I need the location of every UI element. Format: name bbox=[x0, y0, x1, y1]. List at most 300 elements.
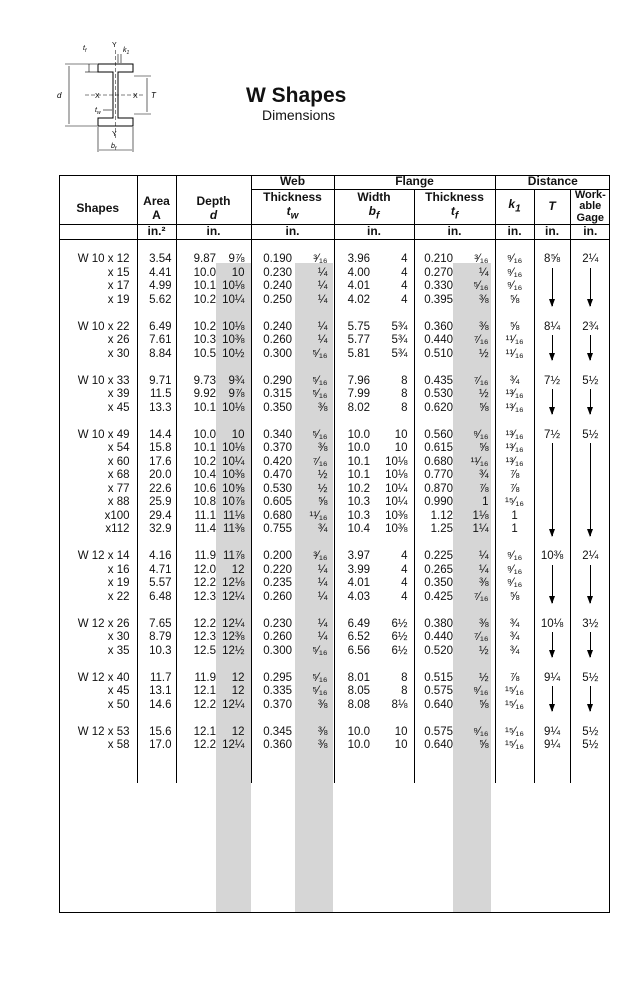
shape-designation: W 10 x 33 bbox=[77, 374, 130, 387]
flange-thickness-fraction: ⁷⁄₁₆ bbox=[473, 334, 489, 346]
k1-value: ¹⁵⁄₁₆ bbox=[495, 496, 534, 510]
down-arrow-icon bbox=[590, 268, 591, 307]
flange-thickness-decimal: 0.990 bbox=[414, 496, 457, 510]
diagram-y-bottom-label: Y bbox=[112, 131, 117, 138]
web-thickness-decimal: 0.335 bbox=[251, 685, 296, 699]
web-thickness-decimal: 0.235 bbox=[251, 577, 296, 591]
flange-width-fraction: 4 bbox=[401, 577, 408, 589]
web-thickness-decimal: 0.300 bbox=[251, 645, 296, 659]
web-thickness-fraction: ⅜ bbox=[317, 698, 328, 711]
web-thickness-fraction: ⅜ bbox=[317, 401, 328, 414]
flange-width-fraction: 4 bbox=[401, 550, 408, 562]
header-flange: Flange bbox=[334, 175, 495, 189]
web-thickness-decimal: 0.345 bbox=[251, 726, 296, 740]
shape-designation: x 19 bbox=[107, 577, 130, 589]
flange-thickness-fraction: ⅜ bbox=[478, 577, 489, 589]
workable-gage-value: 5½ bbox=[570, 739, 610, 753]
web-thickness-fraction: ¼ bbox=[317, 617, 328, 630]
flange-width-fraction: 8 bbox=[401, 388, 408, 400]
group-spacer bbox=[59, 658, 610, 672]
depth-fraction: 10 bbox=[231, 428, 245, 441]
web-thickness-decimal: 0.240 bbox=[251, 321, 296, 335]
table-body bbox=[59, 239, 610, 783]
web-thickness-decimal: 0.200 bbox=[251, 550, 296, 564]
flange-width-fraction: 10⅜ bbox=[385, 523, 408, 535]
diagram-k1-label: $k_1$ bbox=[123, 47, 130, 56]
flange-width-decimal: 10.0 bbox=[334, 739, 374, 753]
k1-value: ¹¹⁄₁₆ bbox=[495, 348, 534, 362]
flange-thickness-decimal: 0.520 bbox=[414, 645, 457, 659]
depth-fraction: 10⅝ bbox=[222, 482, 245, 495]
down-arrow-icon bbox=[552, 335, 553, 360]
depth-fraction: 9⅞ bbox=[228, 253, 245, 265]
shape-designation: x 35 bbox=[107, 644, 130, 657]
flange-thickness-decimal: 0.225 bbox=[414, 550, 457, 564]
table-row bbox=[59, 699, 610, 713]
k1-value: ¹³⁄₁₆ bbox=[495, 429, 534, 443]
page-subtitle: Dimensions bbox=[262, 107, 336, 123]
web-thickness-fraction: ¾ bbox=[317, 523, 328, 535]
T-value: 10⅜ bbox=[534, 550, 570, 564]
area-value: 5.57 bbox=[137, 577, 176, 591]
header-web-thickness: Thickness $t_w$ bbox=[251, 189, 334, 225]
diagram-y-top-label: Y bbox=[112, 42, 117, 49]
flange-width-fraction: 5¾ bbox=[391, 320, 408, 333]
T-value: 7½ bbox=[534, 375, 570, 389]
depth-decimal: 10.1 bbox=[176, 402, 216, 416]
shape-designation: x 54 bbox=[107, 442, 130, 454]
header-k1: $k_1$ bbox=[495, 189, 534, 225]
flange-width-decimal: 3.96 bbox=[334, 253, 374, 267]
web-thickness-fraction: ³⁄₁₆ bbox=[313, 253, 328, 265]
flange-thickness-decimal: 0.515 bbox=[414, 672, 457, 686]
area-value: 22.6 bbox=[137, 483, 176, 497]
down-arrow-icon bbox=[552, 632, 553, 657]
page-title: W Shapes bbox=[246, 84, 347, 107]
flange-width-decimal: 4.03 bbox=[334, 591, 374, 605]
flange-width-decimal: 5.75 bbox=[334, 321, 374, 335]
flange-thickness-decimal: 0.330 bbox=[414, 280, 457, 294]
flange-thickness-decimal: 0.575 bbox=[414, 726, 457, 740]
table-row bbox=[59, 577, 610, 591]
depth-fraction: 10⅞ bbox=[222, 496, 245, 508]
depth-decimal: 10.2 bbox=[176, 321, 216, 335]
flange-width-fraction: 8 bbox=[401, 671, 408, 684]
flange-thickness-fraction: 1⅛ bbox=[472, 509, 489, 522]
flange-thickness-fraction: ½ bbox=[478, 644, 489, 657]
depth-decimal: 10.0 bbox=[176, 267, 216, 281]
web-thickness-decimal: 0.250 bbox=[251, 294, 296, 308]
down-arrow-icon bbox=[590, 632, 591, 657]
flange-width-decimal: 10.0 bbox=[334, 442, 374, 456]
depth-decimal: 12.2 bbox=[176, 618, 216, 632]
flange-width-fraction: 4 bbox=[401, 253, 408, 265]
table-row bbox=[59, 402, 610, 416]
flange-thickness-decimal: 0.425 bbox=[414, 591, 457, 605]
shape-designation: x100 bbox=[104, 509, 130, 522]
depth-decimal: 12.5 bbox=[176, 645, 216, 659]
shape-designation: x 17 bbox=[107, 280, 130, 292]
flange-width-decimal: 5.81 bbox=[334, 348, 374, 362]
web-thickness-fraction: ¼ bbox=[317, 631, 328, 643]
flange-width-fraction: 8 bbox=[401, 374, 408, 387]
table-row bbox=[59, 726, 610, 740]
depth-decimal: 10.2 bbox=[176, 294, 216, 308]
flange-thickness-fraction: 1 bbox=[482, 496, 489, 508]
flange-width-fraction: 4 bbox=[401, 563, 408, 576]
area-value: 3.54 bbox=[137, 253, 176, 267]
web-thickness-decimal: 0.370 bbox=[251, 442, 296, 456]
flange-width-decimal: 10.1 bbox=[334, 456, 374, 470]
flange-thickness-fraction: ½ bbox=[478, 347, 489, 360]
flange-thickness-decimal: 0.770 bbox=[414, 469, 457, 483]
shape-designation: W 10 x 49 bbox=[77, 428, 130, 441]
depth-decimal: 11.4 bbox=[176, 523, 216, 537]
k1-value: ¾ bbox=[495, 618, 534, 632]
flange-thickness-decimal: 0.870 bbox=[414, 483, 457, 497]
flange-thickness-decimal: 0.530 bbox=[414, 388, 457, 402]
header-web: Web bbox=[251, 175, 334, 189]
workable-gage-value: 3½ bbox=[570, 618, 610, 632]
flange-width-decimal: 8.08 bbox=[334, 699, 374, 713]
units-k1: in. bbox=[495, 225, 534, 240]
units-shapes bbox=[59, 225, 137, 240]
flange-thickness-decimal: 0.395 bbox=[414, 294, 457, 308]
area-value: 11.7 bbox=[137, 672, 176, 686]
depth-fraction: 10⅛ bbox=[222, 320, 245, 333]
web-thickness-decimal: 0.755 bbox=[251, 523, 296, 537]
k1-value: ¹⁵⁄₁₆ bbox=[495, 699, 534, 713]
flange-width-fraction: 10 bbox=[394, 739, 408, 751]
flange-width-fraction: 10 bbox=[394, 442, 408, 454]
w-shape-cross-section-diagram bbox=[55, 38, 165, 156]
depth-fraction: 9¾ bbox=[228, 374, 245, 387]
shape-designation: x 30 bbox=[107, 631, 130, 643]
flange-width-decimal: 3.99 bbox=[334, 564, 374, 578]
web-thickness-decimal: 0.680 bbox=[251, 510, 296, 524]
flange-thickness-decimal: 0.360 bbox=[414, 321, 457, 335]
depth-decimal: 10.4 bbox=[176, 469, 216, 483]
flange-thickness-decimal: 0.615 bbox=[414, 442, 457, 456]
table-row bbox=[59, 510, 610, 524]
k1-value: ⅝ bbox=[495, 294, 534, 308]
T-value: 9¼ bbox=[534, 672, 570, 686]
depth-decimal: 12.3 bbox=[176, 591, 216, 605]
flange-thickness-decimal: 0.680 bbox=[414, 456, 457, 470]
depth-decimal: 11.9 bbox=[176, 672, 216, 686]
depth-fraction: 12½ bbox=[222, 644, 245, 657]
flange-width-decimal: 6.49 bbox=[334, 618, 374, 632]
web-thickness-fraction: ¼ bbox=[317, 280, 328, 292]
table-row bbox=[59, 429, 610, 443]
web-thickness-fraction: ⁵⁄₁₆ bbox=[312, 685, 328, 697]
flange-thickness-fraction: ⅞ bbox=[478, 482, 489, 495]
flange-thickness-decimal: 0.440 bbox=[414, 631, 457, 645]
k1-value: ⅞ bbox=[495, 483, 534, 497]
k1-value: ¹³⁄₁₆ bbox=[495, 456, 534, 470]
web-thickness-decimal: 0.360 bbox=[251, 739, 296, 753]
table-row bbox=[59, 267, 610, 281]
shape-designation: W 12 x 14 bbox=[77, 550, 130, 562]
T-value: 8¼ bbox=[534, 321, 570, 335]
k1-value: ⁹⁄₁₆ bbox=[495, 550, 534, 564]
web-thickness-fraction: ⅜ bbox=[317, 442, 328, 454]
units-gage: in. bbox=[570, 225, 610, 240]
k1-value: 1 bbox=[495, 523, 534, 537]
flange-width-decimal: 7.99 bbox=[334, 388, 374, 402]
table-row bbox=[59, 483, 610, 497]
units-depth: in. bbox=[176, 225, 251, 240]
area-value: 11.5 bbox=[137, 388, 176, 402]
area-value: 13.1 bbox=[137, 685, 176, 699]
depth-fraction: 10⅛ bbox=[222, 442, 245, 454]
depth-decimal: 10.8 bbox=[176, 496, 216, 510]
flange-width-fraction: 10¼ bbox=[385, 496, 408, 508]
area-value: 6.48 bbox=[137, 591, 176, 605]
flange-width-decimal: 10.1 bbox=[334, 469, 374, 483]
workable-gage-value: 5½ bbox=[570, 375, 610, 389]
diagram-T-label: T bbox=[151, 91, 156, 100]
depth-fraction: 11⅞ bbox=[222, 550, 245, 562]
depth-fraction: 10¼ bbox=[222, 293, 245, 306]
web-thickness-fraction: ¼ bbox=[317, 563, 328, 576]
header-T: T bbox=[534, 189, 570, 225]
flange-thickness-decimal: 1.12 bbox=[414, 510, 457, 524]
shape-designation: x 60 bbox=[107, 455, 130, 468]
web-thickness-decimal: 0.260 bbox=[251, 631, 296, 645]
depth-decimal: 9.87 bbox=[176, 253, 216, 267]
table-row bbox=[59, 294, 610, 308]
web-thickness-decimal: 0.260 bbox=[251, 591, 296, 605]
flange-thickness-decimal: 0.350 bbox=[414, 577, 457, 591]
depth-decimal: 10.0 bbox=[176, 429, 216, 443]
shape-designation: x 45 bbox=[107, 401, 130, 414]
flange-thickness-decimal: 0.270 bbox=[414, 267, 457, 281]
area-value: 14.4 bbox=[137, 429, 176, 443]
depth-fraction: 12 bbox=[231, 563, 245, 576]
area-value: 20.0 bbox=[137, 469, 176, 483]
web-thickness-decimal: 0.420 bbox=[251, 456, 296, 470]
depth-fraction: 12 bbox=[231, 725, 245, 738]
workable-gage-value: 5½ bbox=[570, 672, 610, 686]
web-thickness-fraction: ³⁄₁₆ bbox=[313, 550, 328, 562]
flange-width-fraction: 8 bbox=[401, 401, 408, 414]
down-arrow-icon bbox=[590, 335, 591, 360]
k1-value: ⁹⁄₁₆ bbox=[495, 280, 534, 294]
depth-fraction: 12¼ bbox=[222, 590, 245, 603]
web-thickness-fraction: ⅜ bbox=[317, 739, 328, 751]
flange-width-fraction: 10⅛ bbox=[385, 469, 408, 481]
depth-decimal: 10.3 bbox=[176, 334, 216, 348]
group-spacer bbox=[59, 712, 610, 726]
depth-decimal: 10.1 bbox=[176, 280, 216, 294]
k1-value: ¹⁵⁄₁₆ bbox=[495, 685, 534, 699]
workable-gage-value: 2¼ bbox=[570, 550, 610, 564]
header-flange-thickness: Thickness $t_f$ bbox=[414, 189, 495, 225]
depth-fraction: 12¼ bbox=[222, 698, 245, 711]
flange-thickness-decimal: 0.560 bbox=[414, 429, 457, 443]
header-flange-width: Width $b_f$ bbox=[334, 189, 414, 225]
down-arrow-icon bbox=[590, 443, 591, 536]
down-arrow-icon bbox=[590, 686, 591, 711]
shape-designation: W 12 x 53 bbox=[77, 725, 130, 738]
flange-width-fraction: 6½ bbox=[391, 644, 408, 657]
shape-designation: x 39 bbox=[107, 388, 130, 400]
web-thickness-fraction: ¼ bbox=[317, 590, 328, 603]
web-thickness-decimal: 0.260 bbox=[251, 334, 296, 348]
table-row bbox=[59, 253, 610, 267]
k1-value: ¹³⁄₁₆ bbox=[495, 388, 534, 402]
table-row bbox=[59, 321, 610, 335]
flange-thickness-fraction: ⁵⁄₁₆ bbox=[473, 280, 489, 292]
web-thickness-decimal: 0.230 bbox=[251, 618, 296, 632]
area-value: 13.3 bbox=[137, 402, 176, 416]
diagram-tw-label: $t_w$ bbox=[95, 107, 101, 116]
workable-gage-value: 5½ bbox=[570, 429, 610, 443]
flange-width-fraction: 10 bbox=[394, 725, 408, 738]
flange-width-fraction: 10¼ bbox=[385, 482, 408, 495]
flange-thickness-fraction: ⁹⁄₁₆ bbox=[473, 428, 489, 441]
flange-width-fraction: 4 bbox=[401, 590, 408, 603]
down-arrow-icon bbox=[552, 389, 553, 414]
flange-thickness-decimal: 0.640 bbox=[414, 699, 457, 713]
depth-decimal: 11.9 bbox=[176, 550, 216, 564]
depth-fraction: 9⅞ bbox=[228, 388, 245, 400]
flange-width-decimal: 8.05 bbox=[334, 685, 374, 699]
header-shapes: Shapes bbox=[59, 175, 137, 225]
flange-thickness-fraction: ⅝ bbox=[478, 698, 489, 711]
depth-decimal: 12.2 bbox=[176, 577, 216, 591]
diagram-tf-label: $t_f$ bbox=[83, 45, 87, 54]
flange-thickness-fraction: ¹¹⁄₁₆ bbox=[470, 455, 489, 468]
area-value: 7.61 bbox=[137, 334, 176, 348]
area-value: 6.49 bbox=[137, 321, 176, 335]
depth-fraction: 12 bbox=[231, 671, 245, 684]
web-thickness-decimal: 0.300 bbox=[251, 348, 296, 362]
shape-designation: W 10 x 22 bbox=[77, 320, 130, 333]
flange-thickness-fraction: ⅝ bbox=[478, 442, 489, 454]
shape-designation: x 19 bbox=[107, 293, 130, 306]
k1-value: ¹³⁄₁₆ bbox=[495, 442, 534, 456]
flange-thickness-decimal: 0.575 bbox=[414, 685, 457, 699]
web-thickness-fraction: ¼ bbox=[317, 320, 328, 333]
k1-value: ¹⁵⁄₁₆ bbox=[495, 739, 534, 753]
table-row bbox=[59, 672, 610, 686]
depth-decimal: 9.92 bbox=[176, 388, 216, 402]
table-row bbox=[59, 550, 610, 564]
shape-designation: x 88 bbox=[107, 496, 130, 508]
web-thickness-fraction: ⁵⁄₁₆ bbox=[312, 347, 328, 360]
depth-fraction: 10⅜ bbox=[222, 334, 245, 346]
units-flange-width: in. bbox=[334, 225, 414, 240]
flange-width-decimal: 10.2 bbox=[334, 483, 374, 497]
shape-designation: x 26 bbox=[107, 334, 130, 346]
flange-width-fraction: 4 bbox=[401, 280, 408, 292]
flange-width-fraction: 8⅛ bbox=[391, 698, 408, 711]
area-value: 29.4 bbox=[137, 510, 176, 524]
flange-width-fraction: 6½ bbox=[391, 631, 408, 643]
k1-value: ⁹⁄₁₆ bbox=[495, 564, 534, 578]
group-spacer bbox=[59, 537, 610, 551]
area-value: 25.9 bbox=[137, 496, 176, 510]
shape-designation: x 15 bbox=[107, 266, 130, 279]
flange-width-fraction: 10 bbox=[394, 428, 408, 441]
flange-width-fraction: 5¾ bbox=[391, 334, 408, 346]
flange-thickness-fraction: ½ bbox=[478, 388, 489, 400]
group-spacer bbox=[59, 361, 610, 375]
flange-thickness-fraction: ¼ bbox=[478, 563, 489, 576]
flange-thickness-fraction: ⅜ bbox=[478, 293, 489, 306]
area-value: 9.71 bbox=[137, 375, 176, 389]
units-T: in. bbox=[534, 225, 570, 240]
T-value: 9¼ bbox=[534, 726, 570, 740]
web-thickness-decimal: 0.470 bbox=[251, 469, 296, 483]
depth-fraction: 10 bbox=[231, 266, 245, 279]
flange-width-decimal: 10.0 bbox=[334, 726, 374, 740]
shape-designation: W 10 x 12 bbox=[77, 253, 130, 265]
table-row bbox=[59, 645, 610, 659]
flange-width-decimal: 6.56 bbox=[334, 645, 374, 659]
web-thickness-decimal: 0.220 bbox=[251, 564, 296, 578]
depth-fraction: 12¼ bbox=[222, 617, 245, 630]
flange-thickness-fraction: ⁷⁄₁₆ bbox=[473, 590, 489, 603]
depth-fraction: 10¼ bbox=[222, 455, 245, 468]
flange-width-fraction: 4 bbox=[401, 293, 408, 306]
flange-thickness-fraction: ⅜ bbox=[478, 320, 489, 333]
shape-designation: x 58 bbox=[107, 739, 130, 751]
area-value: 15.6 bbox=[137, 726, 176, 740]
flange-thickness-fraction: ⅜ bbox=[478, 617, 489, 630]
flange-thickness-decimal: 0.380 bbox=[414, 618, 457, 632]
depth-decimal: 10.6 bbox=[176, 483, 216, 497]
down-arrow-icon bbox=[590, 389, 591, 414]
flange-thickness-decimal: 0.510 bbox=[414, 348, 457, 362]
flange-thickness-decimal: 0.210 bbox=[414, 253, 457, 267]
down-arrow-icon bbox=[552, 443, 553, 536]
web-thickness-decimal: 0.290 bbox=[251, 375, 296, 389]
depth-fraction: 10⅜ bbox=[222, 469, 245, 481]
web-thickness-fraction: ½ bbox=[317, 482, 328, 495]
depth-decimal: 12.2 bbox=[176, 739, 216, 753]
flange-width-fraction: 5¾ bbox=[391, 347, 408, 360]
table-filler bbox=[59, 753, 610, 783]
web-thickness-fraction: ⁵⁄₁₆ bbox=[312, 671, 328, 684]
flange-width-decimal: 10.0 bbox=[334, 429, 374, 443]
k1-value: ¾ bbox=[495, 645, 534, 659]
area-value: 4.16 bbox=[137, 550, 176, 564]
web-thickness-fraction: ⁵⁄₁₆ bbox=[312, 388, 328, 400]
area-value: 4.71 bbox=[137, 564, 176, 578]
flange-thickness-fraction: ½ bbox=[478, 671, 489, 684]
units-web: in. bbox=[251, 225, 334, 240]
flange-width-decimal: 4.01 bbox=[334, 280, 374, 294]
k1-value: ⅝ bbox=[495, 321, 534, 335]
flange-thickness-fraction: ¼ bbox=[478, 266, 489, 279]
web-thickness-decimal: 0.340 bbox=[251, 429, 296, 443]
flange-width-fraction: 8 bbox=[401, 685, 408, 697]
table-row bbox=[59, 348, 610, 362]
table-row bbox=[59, 523, 610, 537]
T-value: 9¼ bbox=[534, 739, 570, 753]
table-row bbox=[59, 469, 610, 483]
down-arrow-icon bbox=[552, 565, 553, 604]
flange-width-decimal: 8.02 bbox=[334, 402, 374, 416]
table-row bbox=[59, 375, 610, 389]
depth-decimal: 12.1 bbox=[176, 726, 216, 740]
web-thickness-decimal: 0.530 bbox=[251, 483, 296, 497]
depth-decimal: 11.1 bbox=[176, 510, 216, 524]
area-value: 8.84 bbox=[137, 348, 176, 362]
